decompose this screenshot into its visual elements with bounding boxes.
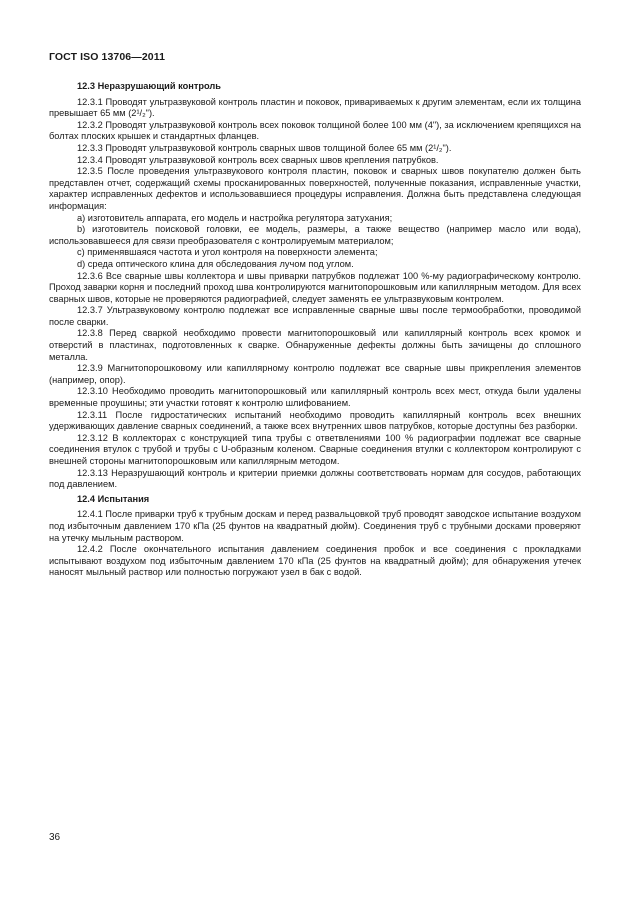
page-number: 36	[49, 832, 61, 843]
paragraph: 12.3.8 Перед сваркой необходимо провести магнитопорошковый или капиллярный контроль всех кромок и отверстий в пластинах, подготовленных к сварке. Обнаруженные дефекты должны быть зачищены до сплошного металла.	[49, 328, 581, 362]
paragraph: 12.3.7 Ультразвуковому контролю подлежат все исправленные сварные швы после термообработки, проводимой после сварки.	[49, 305, 581, 327]
section-heading: 12.3 Неразрушающий контроль	[77, 81, 221, 91]
standard-header: ГОСТ ISO 13706—2011	[49, 51, 166, 63]
paragraph: 12.3.3 Проводят ультразвуковой контроль сварных швов толщиной более 65 мм (2¹/₂").	[77, 142, 452, 153]
paragraph: 12.3.10 Необходимо проводить магнитопорошковый или капиллярный контроль всех мест, откуда были удалены временные проушины; эти участки готовят к контролю шлифованием.	[49, 386, 581, 409]
paragraph: 12.3.11 После гидростатических испытаний необходимо проводить капиллярный контроль всех внешних удерживающих давление сварных соединений, а также всех внутренних швов патрубков, которые доступны без разборки.	[49, 409, 581, 432]
paragraph: 12.3.13 Неразрушающий контроль и критерии приемки должны соответствовать нормам для сосудов, работающих под давлением.	[49, 467, 581, 490]
paragraph: 12.3.2 Проводят ультразвуковой контроль всех поковок толщиной более 100 мм (4"), за исключением крепящихся на болтах плоских крышек и стандартных фланцев.	[49, 119, 581, 142]
paragraph: 12.3.4 Проводят ультразвуковой контроль всех сварных швов крепления патрубков.	[77, 154, 439, 165]
document-body	[49, 80, 581, 579]
paragraph: 12.3.5 После проведения ультразвукового контроля пластин, поковок и сварных швов покупателю должен быть представлен отчет, содержащий схемы просканированных поверхностей, полученные показания, исправленные участки, характер исправленных дефектов и использовавшиеся процедуры исправления. Должна быть представлена следующая информация:	[49, 166, 581, 211]
paragraph: 12.3.1 Проводят ультразвуковой контроль пластин и поковок, привариваемых к другим элементам, если их толщина превышает 65 мм (2¹/₂").	[49, 96, 581, 119]
paragraph: 12.3.9 Магнитопорошковому или капиллярному контролю подлежат все сварные швы прикрепления элементов (например, опор).	[49, 363, 581, 385]
list-item: b) изготовитель поисковой головки, ее модель, размеры, а также вещество (например масло или вода), использовавшееся для связи преобразователя с контролируемым материалом;	[49, 224, 581, 246]
paragraph: 12.3.6 Все сварные швы коллектора и швы приварки патрубков подлежат 100 %-му радиографическому контролю. Проход заварки корня и последний проход шва контролируются магнитопорошковым или капиллярным методом. Для всех сварных швов, которые не проверяются радиографией, следует заменять ее ультразвуковым контролем.	[49, 270, 581, 304]
list-item: c) применявшаяся частота и угол контроля на поверхности элемента;	[77, 247, 378, 258]
list-item: d) среда оптического клина для обследования лучом под углом.	[77, 258, 354, 269]
paragraph: 12.4.2 После окончательного испытания давлением соединения пробок и все соединения с прокладками испытывают воздухом под избыточным давлением 170 кПа (25 фунтов на квадратный дюйм); для обнаружения утечек наносят мыльный раствор или полностью погружают узел в бак с водой.	[49, 544, 581, 578]
paragraph: 12.4.1 После приварки труб к трубным доскам и перед развальцовкой труб проводят заводское испытание воздухом под избыточным давлением 170 кПа (25 фунтов на квадратный дюйм). Соединения труб с трубными досками проверяют на утечку мыльным раствором.	[49, 509, 581, 543]
section-heading: 12.4 Испытания	[77, 493, 150, 504]
list-item: a) изготовитель аппарата, его модель и настройка регулятора затухания;	[77, 212, 393, 223]
paragraph: 12.3.12 В коллекторах с конструкцией типа трубы с ответвлениями 100 % радиографии подлежат все сварные соединения втулок с трубой и трубы с U-образным коленом. Сварные соединения втулки с коллектором контролируют с внешней стороны магнитопорошковым или капиллярным методом.	[49, 432, 581, 466]
